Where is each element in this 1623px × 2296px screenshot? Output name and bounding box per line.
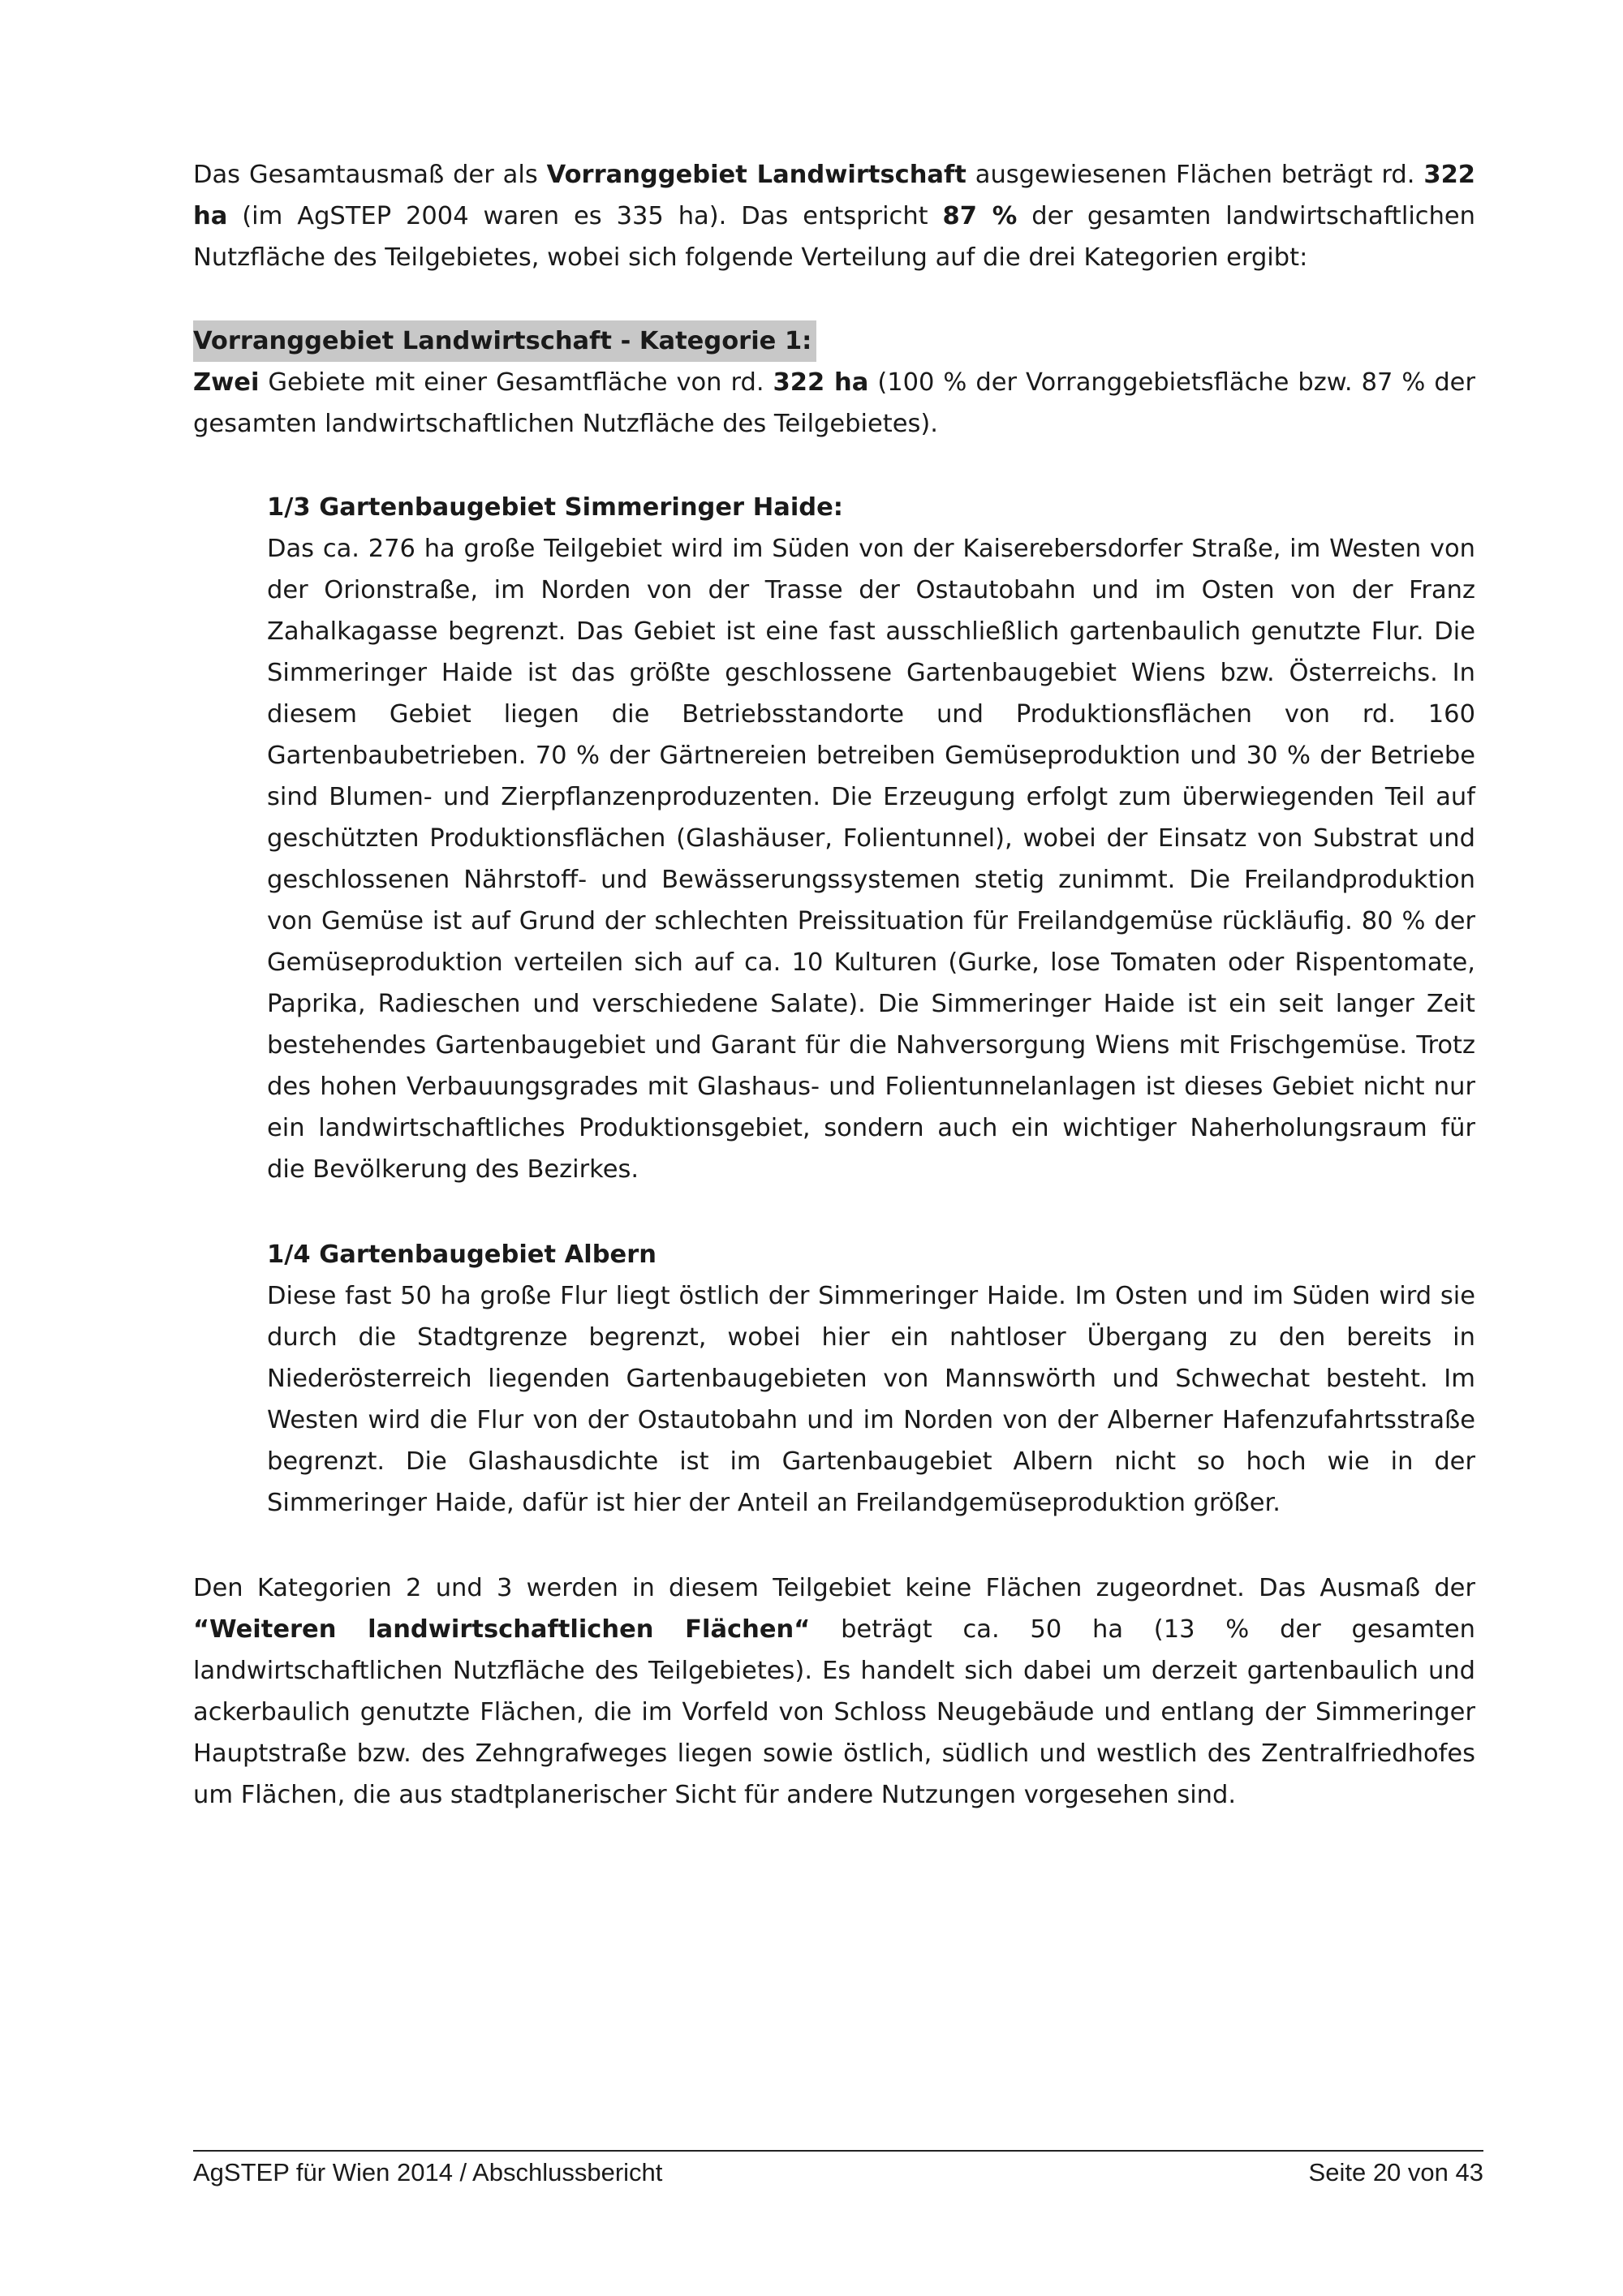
closing-bold-1: “Weiteren landwirtschaftlichen Flächen“ [193,1615,811,1644]
category-paragraph [193,362,1475,445]
page-footer [193,2155,1483,2191]
closing-text-2: beträgt ca. 50 ha (13 % der gesamten landwirtschaftlichen Nutzfläche des Teilgebietes). Es handelt sich dabei um derzeit gartenbaulich und ackerbaulich genutzte Flächen, die im Vorfeld von Schloss Neugebäude und entlang der Simmeringer Hauptstraße bzw. des Zehngrafweges liegen sowie östlich, südlich und westlich des Zentralfriedhofes um Flächen, die aus stadtplanerischer Sicht für andere Nutzungen vorgesehen sind. [193,1615,1475,1809]
intro-text-2: ausgewiesenen Flächen beträgt rd. [966,161,1424,189]
intro-bold-1: Vorranggebiet Landwirtschaft [546,161,966,189]
closing-text-1: Den Kategorien 2 und 3 werden in diesem Teilgebiet keine Flächen zugeordnet. Das Ausmaß der [193,1574,1475,1602]
section-text: Diese fast 50 ha große Flur liegt östlich der Simmeringer Haide. Im Osten und im Süden wird sie durch die Stadtgrenze begrenzt, wobei hier ein nahtloser Übergang zu den bereits in Niederösterreich liegenden Gartenbaugebieten von Mannswörth und Schwechat besteht. Im Westen wird die Flur von der Ostautobahn und im Norden von der Alberner Hafenzufahrtsstraße begrenzt. Die Glashausdichte ist im Gartenbaugebiet Albern nicht so hoch wie in der Simmeringer Haide, dafür ist hier der Anteil an Freilandgemüseproduktion größer. [267,1282,1475,1517]
section-simmeringer-haide [267,487,1475,1190]
category-heading: Vorranggebiet Landwirtschaft - Kategorie 1: [193,320,816,362]
intro-text-4: der gesamten landwirtschaftlichen Nutzfläche des Teilgebietes, wobei sich folgende Verteilung auf die drei Kategorien ergibt: [193,202,1475,272]
category-bold-2: 322 ha [773,368,869,397]
intro-paragraph [193,154,1475,278]
section-title: 1/3 Gartenbaugebiet Simmeringer Haide: [267,493,843,522]
section-title: 1/4 Gartenbaugebiet Albern [267,1240,657,1269]
category-bold-1: Zwei [193,368,260,397]
category-heading-line [193,320,1475,362]
body-text [193,154,1475,1816]
footer-divider [193,2150,1483,2152]
section-text: Das ca. 276 ha große Teilgebiet wird im Süden von der Kaiserebersdorfer Straße, im Westen von der Orionstraße, im Norden von der Trasse der Ostautobahn und im Osten von der Franz Zahalkagasse begrenzt. Das Gebiet ist eine fast ausschließlich gartenbaulich genutzte Flur. Die Simmeringer Haide ist das größte geschlossene Gartenbaugebiet Wiens bzw. Österreichs. In diesem Gebiet liegen die Betriebsstandorte und Produktionsflächen von rd. 160 Gartenbaubetrieben. 70 % der Gärtnereien betreiben Gemüseproduktion und 30 % der Betriebe sind Blumen- und Zierpflanzenproduzenten. Die Erzeugung erfolgt zum überwiegenden Teil auf geschützten Produktionsflächen (Glashäuser, Folientunnel), wobei der Einsatz von Substrat und geschlossenen Nährstoff- und Bewässerungssystemen stetig zunimmt. Die Freilandproduktion von Gemüse ist auf Grund der schlechten Preissituation für Freilandgemüse rückläufig. 80 % der Gemüseproduktion verteilen sich auf ca. 10 Kulturen (Gurke, lose Tomaten oder Rispentomate, Paprika, Radieschen und verschiedene Salate). Die Simmeringer Haide ist ein seit langer Zeit bestehendes Gartenbaugebiet und Garant für die Nahversorgung Wiens mit Frischgemüse. Trotz des hohen Verbauungsgrades mit Glashaus- und Folientunnelanlagen ist dieses Gebiet nicht nur ein landwirtschaftliches Produktionsgebiet, sondern auch ein wichtiger Naherholungsraum für die Bevölkerung des Bezirkes. [267,535,1475,1184]
category-text-2: (100 % der Vorranggebietsfläche bzw. 87 % der gesamten landwirtschaftlichen Nutzfläche des Teilgebietes). [193,368,1475,438]
section-albern [267,1234,1475,1524]
footer-title: AgSTEP für Wien 2014 / Abschlussbericht [193,2158,663,2186]
category-text-1: Gebiete mit einer Gesamtfläche von rd. [259,368,773,397]
intro-text-1: Das Gesamtausmaß der als [193,161,547,189]
closing-paragraph [193,1567,1475,1816]
page-number: Seite 20 von 43 [1308,2158,1483,2186]
intro-bold-3: 87 % [942,202,1018,230]
intro-bold-2: 322 ha [193,161,1476,230]
intro-text-3: (im AgSTEP 2004 waren es 335 ha). Das entspricht [227,202,943,230]
